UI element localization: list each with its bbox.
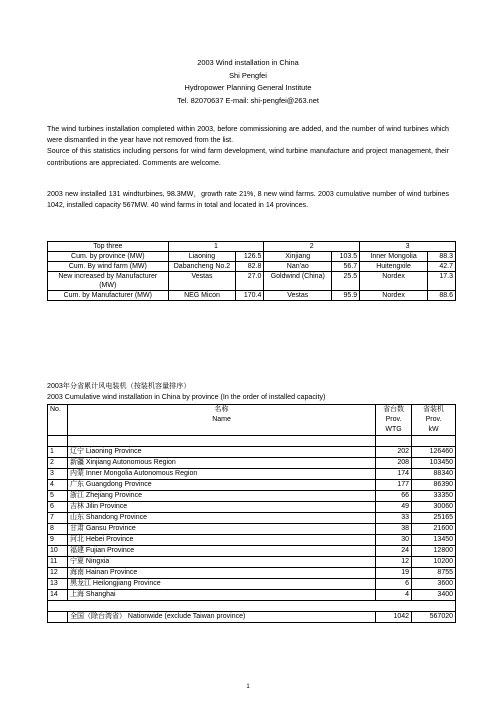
row-kw: 13450 [412,535,456,546]
header-no: No. [48,405,68,436]
row-kw: 3400 [412,590,456,601]
province-table-header-row [48,405,456,436]
row-no: 9 [48,535,68,546]
row-name: 浙江 Zhejiang Province [67,491,375,502]
row-kw: 12800 [412,546,456,557]
top-three-header-label: Top three [48,242,169,252]
table-row [48,546,456,557]
header-kw-en2: kW [428,426,439,433]
header-kw-cn: 省装机 [423,406,445,413]
row-wtg: 33 [376,513,412,524]
row-no: 11 [48,557,68,568]
rank1-value: 126.5 [236,252,264,262]
row-name: 新疆 Xinjiang Autonomous Region [67,458,375,469]
row-name: 甘肃 Gansu Province [67,524,375,535]
row-wtg: 66 [376,491,412,502]
rank3-name: Inner Mongolia [360,252,428,262]
table-row [48,513,456,524]
row-name: 海南 Hainan Province [67,568,375,579]
intro-section [47,124,449,169]
row-label: New increased by Manufacturer (MW) [48,272,169,291]
row-no: 4 [48,480,68,491]
summary-section [47,189,449,211]
row-name: 辽宁 Liaoning Province [67,447,375,458]
row-wtg: 4 [376,590,412,601]
row-kw: 8755 [412,568,456,579]
row-wtg: 208 [376,458,412,469]
total-no [48,612,68,623]
table-row [48,480,456,491]
row-no: 8 [48,524,68,535]
author-institute: Hydropower Planning General Institute [184,83,312,92]
header-kw-en1: Prov. [425,416,442,423]
blank-row [48,601,456,612]
header-name-en: Name [212,416,231,423]
table-row [48,590,456,601]
rank1-name: NEG Micon [168,291,236,301]
row-wtg: 202 [376,447,412,458]
page-number: 1 [246,684,250,690]
row-no: 5 [48,491,68,502]
top-three-header-rank: 3 [360,242,456,252]
row-no: 1 [48,447,68,458]
header-kw [412,405,456,436]
province-table-title-en: 2003 Cumulative wind installation in China by province (In the order of installed capacity) [47,393,326,401]
row-kw: 126460 [412,447,456,458]
author-name: Shi Pengfei [229,70,267,80]
header-wtg-cn: 省台数 [383,406,405,413]
rank3-value: 88.6 [427,291,455,301]
row-wtg: 19 [376,568,412,579]
row-kw: 3600 [412,579,456,590]
document-header [0,57,496,107]
intro-paragraph-1: The wind turbines installation completed within 2003, before commissioning are added, and the number of wind turbines which were dismantled in the year have not removed from the list. [47,125,449,145]
row-wtg: 24 [376,546,412,557]
row-wtg: 30 [376,535,412,546]
rank2-name: Goldwind (China) [264,272,332,291]
top-three-row [48,291,456,301]
row-name: 黑龙江 Heilongjiang Province [67,579,375,590]
total-kw: 567020 [412,612,456,623]
total-wtg: 1042 [376,612,412,623]
table-row [48,458,456,469]
rank2-value: 103.5 [332,252,360,262]
top-three-row [48,252,456,262]
summary-paragraph: 2003 new installed 131 windturbines, 98.3MW，growth rate 21%, 8 new wind farms. 2003 cumulative number of wind turbines 1042, installed capacity 567MW. 40 wind farms in total and located in 14 provinces. [47,190,449,210]
top-three-row [48,262,456,272]
table-row [48,535,456,546]
header-wtg-en2: WTG [385,426,402,433]
row-no: 6 [48,502,68,513]
row-name: 河北 Hebei Province [67,535,375,546]
intro-paragraph-2: Source of this statistics including persons for wind farm development, wind turbine manufacture and project management, their contributions are appreciated. Comments are welcome. [47,147,449,167]
row-kw: 21600 [412,524,456,535]
table-row [48,502,456,513]
rank3-value: 42.7 [427,262,455,272]
top-three-header-rank: 2 [264,242,360,252]
row-wtg: 177 [376,480,412,491]
row-wtg: 49 [376,502,412,513]
row-name: 上海 Shanghai [67,590,375,601]
top-three-row [48,272,456,291]
rank1-value: 27.0 [236,272,264,291]
rank1-name: Liaoning [168,252,236,262]
row-name: 吉林 Jilin Province [67,502,375,513]
row-kw: 33350 [412,491,456,502]
row-label: Cum. by province (MW) [48,252,169,262]
row-kw: 88340 [412,469,456,480]
table-row [48,557,456,568]
document-title: 2003 Wind installation in China [197,58,299,67]
province-table-title-cn: 2003年分省累计风电装机（按装机容量排序） [47,382,191,390]
row-wtg: 12 [376,557,412,568]
rank3-value: 17.3 [427,272,455,291]
row-no: 7 [48,513,68,524]
top-three-header-row [48,242,456,252]
table-row [48,524,456,535]
row-no: 2 [48,458,68,469]
rank1-name: Vestas [168,272,236,291]
top-three-header-rank: 1 [168,242,264,252]
top-three-table [47,241,456,301]
header-wtg [376,405,412,436]
row-no: 12 [48,568,68,579]
header-wtg-en1: Prov. [385,416,402,423]
row-name: 宁夏 Ningxia [67,557,375,568]
row-no: 3 [48,469,68,480]
table-row [48,469,456,480]
province-table-title [47,381,325,403]
table-row [48,447,456,458]
rank2-value: 95.9 [332,291,360,301]
province-table [47,404,456,623]
row-kw: 25165 [412,513,456,524]
rank3-name: Huitengxile [360,262,428,272]
blank-row [48,436,456,447]
rank2-name: Nan'ao [264,262,332,272]
header-name [67,405,375,436]
rank3-name: Nordex [360,272,428,291]
row-label: Cum. by Manufacturer (MW) [48,291,169,301]
row-no: 14 [48,590,68,601]
row-wtg: 174 [376,469,412,480]
row-kw: 103450 [412,458,456,469]
rank2-value: 25.5 [332,272,360,291]
row-kw: 30060 [412,502,456,513]
rank3-value: 88.3 [427,252,455,262]
table-row [48,568,456,579]
rank2-value: 56.7 [332,262,360,272]
row-no: 13 [48,579,68,590]
rank2-name: Vestas [264,291,332,301]
rank2-name: Xinjiang [264,252,332,262]
row-label: Cum. By wind farm (MW) [48,262,169,272]
total-row [48,612,456,623]
rank3-name: Nordex [360,291,428,301]
province-table-body [48,436,456,447]
total-name: 全国（除台湾省） Nationwide (exclude Taiwan province) [67,612,375,623]
rank1-name: Dabancheng No.2 [168,262,236,272]
row-wtg: 6 [376,579,412,590]
province-table-rows [48,447,456,623]
row-wtg: 38 [376,524,412,535]
row-name: 广东 Guangdong Province [67,480,375,491]
author-contact: Tel. 82070637 E-mail: shi-pengfei@263.net [177,95,319,105]
row-name: 福建 Fujian Province [67,546,375,557]
header-name-cn: 名称 [214,406,229,413]
row-no: 10 [48,546,68,557]
row-kw: 10200 [412,557,456,568]
row-kw: 86390 [412,480,456,491]
rank1-value: 170.4 [236,291,264,301]
table-row [48,579,456,590]
row-name: 内蒙 Inner Mongolia Autonomous Region [67,469,375,480]
table-row [48,491,456,502]
rank1-value: 82.8 [236,262,264,272]
row-name: 山东 Shandong Province [67,513,375,524]
